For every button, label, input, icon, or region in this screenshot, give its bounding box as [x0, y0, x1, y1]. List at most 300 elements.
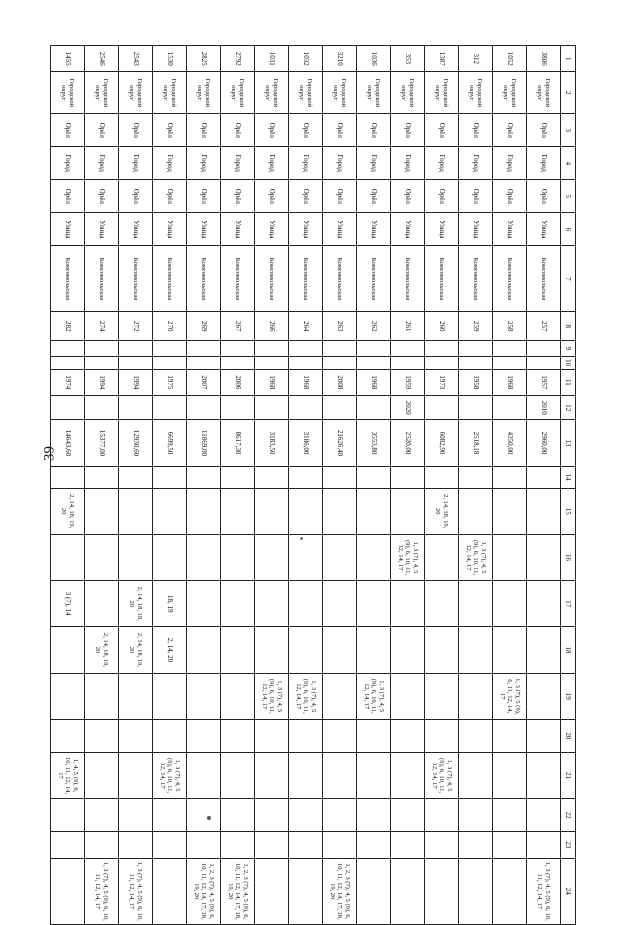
table-cell — [221, 799, 255, 832]
table-cell: Орёл — [425, 114, 459, 147]
table-cell: 3210 — [323, 46, 357, 72]
table-cell: 263 — [323, 312, 357, 341]
table-cell: Улица — [391, 213, 425, 246]
table-cell: 1036 — [357, 46, 391, 72]
table-cell: 6082,90 — [425, 420, 459, 466]
table-cell — [323, 581, 357, 627]
table-cell — [289, 396, 323, 420]
table-cell — [425, 581, 459, 627]
table-cell: 2, 14, 18, 19, 20 — [425, 488, 459, 534]
table-cell: 11869,00 — [187, 420, 221, 466]
table-cell: Улица — [119, 213, 153, 246]
table-cell — [221, 832, 255, 858]
table-cell: 2010 — [527, 396, 561, 420]
table-cell — [85, 673, 119, 719]
table-cell — [51, 799, 85, 832]
table-cell: 1994 — [119, 369, 153, 395]
table-cell — [357, 832, 391, 858]
table-row — [153, 46, 187, 925]
table-cell — [527, 341, 561, 356]
table-row — [85, 46, 119, 925]
table-cell — [119, 341, 153, 356]
table-cell: Улица — [187, 213, 221, 246]
table-cell: 2960,00 — [527, 420, 561, 466]
table-cell — [153, 341, 187, 356]
table-cell: 1968 — [255, 369, 289, 395]
table-cell — [425, 858, 459, 924]
register-table — [50, 45, 576, 925]
table-cell — [459, 396, 493, 420]
table-cell: Городской округ — [357, 72, 391, 114]
table-cell: Улица — [51, 213, 85, 246]
table-cell — [187, 356, 221, 369]
table-cell: Комсомольская — [153, 246, 187, 312]
table-cell — [493, 752, 527, 798]
table-cell: 2006 — [221, 369, 255, 395]
table-cell: Комсомольская — [323, 246, 357, 312]
table-cell: Улица — [153, 213, 187, 246]
column-header: 16 — [561, 534, 576, 580]
table-cell — [51, 396, 85, 420]
table-cell: Орёл — [85, 180, 119, 213]
table-cell — [459, 858, 493, 924]
table-cell — [425, 719, 459, 752]
table-cell — [323, 673, 357, 719]
table-cell: 1387 — [425, 46, 459, 72]
table-cell: 1, 2, 3 (7), 4, 5 (9), 6, 10, 11, 12, 14, 17, 18, 19, 20 — [221, 858, 255, 924]
column-header: 12 — [561, 396, 576, 420]
table-cell: Улица — [425, 213, 459, 246]
table-cell — [289, 466, 323, 488]
table-cell — [323, 488, 357, 534]
table-cell: 1052 — [493, 46, 527, 72]
table-cell: Городской округ — [221, 72, 255, 114]
table-cell: Орёл — [459, 114, 493, 147]
table-cell — [357, 341, 391, 356]
table-cell — [255, 488, 289, 534]
column-header: 24 — [561, 858, 576, 924]
column-header: 20 — [561, 719, 576, 752]
column-header: 22 — [561, 799, 576, 832]
table-row — [221, 46, 255, 925]
table-cell — [119, 488, 153, 534]
table-cell: Комсомольская — [425, 246, 459, 312]
table-cell — [391, 581, 425, 627]
table-cell: 1530 — [153, 46, 187, 72]
table-cell — [51, 832, 85, 858]
table-cell: 2518,18 — [459, 420, 493, 466]
table-cell: Орёл — [527, 180, 561, 213]
table-cell: 1975 — [153, 369, 187, 395]
table-cell: Комсомольская — [493, 246, 527, 312]
table-cell — [357, 752, 391, 798]
table-cell: 3186,00 — [289, 420, 323, 466]
table-cell: Орёл — [357, 114, 391, 147]
table-cell: Город — [119, 147, 153, 180]
table-cell — [255, 752, 289, 798]
table-cell: 2520,00 — [391, 420, 425, 466]
table-cell: 2, 14, 18, 19, 20 — [119, 581, 153, 627]
table-cell: Орёл — [289, 180, 323, 213]
table-cell: 1, 2, 3 (7), 4, 5 (9), 6, 10, 11, 12, 14, 17, 18, 19, 20 — [187, 858, 221, 924]
table-cell — [323, 396, 357, 420]
table-cell: Городской округ — [425, 72, 459, 114]
table-cell — [221, 488, 255, 534]
table-cell — [527, 627, 561, 673]
table-cell — [357, 581, 391, 627]
table-cell — [493, 799, 527, 832]
table-cell: Городской округ — [391, 72, 425, 114]
table-cell: 12930,60 — [119, 420, 153, 466]
table-cell — [187, 341, 221, 356]
table-cell: 1973 — [425, 369, 459, 395]
table-cell — [391, 799, 425, 832]
table-cell — [119, 673, 153, 719]
table-cell — [85, 832, 119, 858]
column-header: 10 — [561, 356, 576, 369]
table-cell: Комсомольская — [51, 246, 85, 312]
table-cell — [323, 627, 357, 673]
table-cell: 1968 — [493, 369, 527, 395]
table-cell — [187, 466, 221, 488]
table-row — [493, 46, 527, 925]
table-cell — [119, 799, 153, 832]
table-cell — [187, 396, 221, 420]
table-row — [323, 46, 357, 925]
table-cell — [153, 466, 187, 488]
table-cell: Комсомольская — [357, 246, 391, 312]
table-row — [119, 46, 153, 925]
page-number: 39 — [41, 446, 58, 461]
table-cell — [51, 466, 85, 488]
table-cell — [153, 832, 187, 858]
table-cell — [323, 719, 357, 752]
table-cell: 274 — [85, 312, 119, 341]
table-cell: Городской округ — [187, 72, 221, 114]
table-cell: 2, 14, 18, 19, 20 — [119, 627, 153, 673]
table-cell — [255, 719, 289, 752]
column-header: 17 — [561, 581, 576, 627]
table-cell: 1031 — [255, 46, 289, 72]
table-cell — [425, 356, 459, 369]
table-cell: Орёл — [425, 180, 459, 213]
table-cell: Город — [51, 147, 85, 180]
table-cell: 2, 14, 18, 19, 20 — [85, 627, 119, 673]
table-cell — [85, 534, 119, 580]
table-cell — [255, 396, 289, 420]
table-cell: 1968 — [357, 369, 391, 395]
table-cell — [527, 488, 561, 534]
table-cell — [425, 799, 459, 832]
table-cell — [391, 858, 425, 924]
table-cell — [459, 673, 493, 719]
table-cell — [153, 799, 187, 832]
table-cell: Город — [289, 147, 323, 180]
table-cell — [221, 719, 255, 752]
table-cell — [323, 799, 357, 832]
table-cell: 1958 — [459, 369, 493, 395]
table-cell — [85, 466, 119, 488]
table-cell: Городской округ — [289, 72, 323, 114]
table-cell: Комсомольская — [119, 246, 153, 312]
table-cell: Комсомольская — [527, 246, 561, 312]
table-cell — [289, 719, 323, 752]
table-cell — [323, 356, 357, 369]
table-cell: Орёл — [51, 180, 85, 213]
table-cell: 264 — [289, 312, 323, 341]
table-cell: Улица — [459, 213, 493, 246]
column-header: 7 — [561, 246, 576, 312]
table-cell: 1, 2, 3 (7), 4, 5 (9), 6, 10, 11, 12, 14, 17, 18, 19, 20 — [323, 858, 357, 924]
table-cell — [289, 341, 323, 356]
table-cell: 6699,50 — [153, 420, 187, 466]
table-cell: 312 — [459, 46, 493, 72]
table-cell — [255, 466, 289, 488]
table-cell: Городской округ — [119, 72, 153, 114]
table-cell — [459, 581, 493, 627]
table-cell: Город — [221, 147, 255, 180]
table-cell: 1, 3 (7), 4, 5 (9), 6, 10, 11, 12, 14, 17 — [425, 752, 459, 798]
table-cell — [323, 534, 357, 580]
table-cell: 353 — [391, 46, 425, 72]
table-cell — [391, 627, 425, 673]
table-cell: Городской округ — [527, 72, 561, 114]
table-cell: Орёл — [187, 114, 221, 147]
table-cell — [255, 581, 289, 627]
table-cell: 2546 — [85, 46, 119, 72]
table-cell — [527, 534, 561, 580]
table-cell — [493, 719, 527, 752]
table-cell — [391, 752, 425, 798]
table-cell — [51, 858, 85, 924]
table-cell: Городской округ — [493, 72, 527, 114]
table-cell — [493, 488, 527, 534]
table-cell: Город — [391, 147, 425, 180]
table-cell: 272 — [119, 312, 153, 341]
table-cell — [187, 581, 221, 627]
table-cell: 1032 — [289, 46, 323, 72]
table-cell — [255, 858, 289, 924]
table-cell — [323, 341, 357, 356]
table-cell: Город — [459, 147, 493, 180]
table-cell: 2543 — [119, 46, 153, 72]
table-cell — [153, 858, 187, 924]
table-cell: 1, 3 (7), 4, 5 (9), 6, 10, 11, 12, 14, 17 — [391, 534, 425, 580]
table-cell — [391, 719, 425, 752]
table-cell — [527, 752, 561, 798]
table-cell: 1, 3 (7), 4, 5 (9), 6, 10, 11, 12, 14, 17 — [153, 752, 187, 798]
table-cell: Городской округ — [255, 72, 289, 114]
table-cell — [221, 581, 255, 627]
table-cell — [255, 341, 289, 356]
table-cell: Комсомольская — [391, 246, 425, 312]
table-cell: Городской округ — [51, 72, 85, 114]
column-header: 23 — [561, 832, 576, 858]
table-cell: 18, 19 — [153, 581, 187, 627]
table-cell — [289, 356, 323, 369]
table-cell: 3 (7), 14 — [51, 581, 85, 627]
table-cell — [357, 627, 391, 673]
table-cell: 262 — [357, 312, 391, 341]
table-cell — [357, 858, 391, 924]
column-header: 5 — [561, 180, 576, 213]
table-cell: 21626,40 — [323, 420, 357, 466]
column-header: 11 — [561, 369, 576, 395]
table-cell — [357, 396, 391, 420]
table-cell — [153, 719, 187, 752]
table-cell: 1968 — [289, 369, 323, 395]
table-cell: Городской округ — [323, 72, 357, 114]
table-cell — [323, 832, 357, 858]
table-cell — [425, 627, 459, 673]
table-cell: 2, 14, 20 — [153, 627, 187, 673]
table-cell: Город — [85, 147, 119, 180]
table-cell — [289, 799, 323, 832]
table-cell — [221, 341, 255, 356]
table-cell: Комсомольская — [459, 246, 493, 312]
table-cell: Комсомольская — [255, 246, 289, 312]
table-cell — [85, 396, 119, 420]
column-header: 1 — [561, 46, 576, 72]
table-cell — [255, 799, 289, 832]
table-cell — [187, 719, 221, 752]
table-cell: Улица — [323, 213, 357, 246]
table-cell: Городской округ — [459, 72, 493, 114]
table-cell: 261 — [391, 312, 425, 341]
table-cell — [221, 396, 255, 420]
column-header: 14 — [561, 466, 576, 488]
table-cell — [289, 858, 323, 924]
table-cell: Улица — [357, 213, 391, 246]
table-cell — [153, 396, 187, 420]
table-cell: Город — [527, 147, 561, 180]
table-cell — [153, 488, 187, 534]
table-cell: 1959 — [391, 369, 425, 395]
table-cell — [187, 673, 221, 719]
table-cell: 4350,00 — [493, 420, 527, 466]
table-cell: 2792 — [221, 46, 255, 72]
table-cell — [51, 627, 85, 673]
table-cell — [289, 752, 323, 798]
table-cell — [51, 534, 85, 580]
table-row — [425, 46, 459, 925]
table-cell — [289, 534, 323, 580]
table-cell: 282 — [51, 312, 85, 341]
column-header: 13 — [561, 420, 576, 466]
column-header: 18 — [561, 627, 576, 673]
table-cell: 2008 — [323, 369, 357, 395]
table-cell: 258 — [493, 312, 527, 341]
table-cell — [51, 341, 85, 356]
table-cell — [153, 356, 187, 369]
table-cell — [51, 356, 85, 369]
table-cell: 1, 3 (7), 5 (9), 6, 11, 12, 14, 17 — [493, 673, 527, 719]
table-cell: Город — [255, 147, 289, 180]
table-cell: Комсомольская — [221, 246, 255, 312]
table-cell: 259 — [459, 312, 493, 341]
table-cell — [187, 799, 221, 832]
table-cell — [187, 488, 221, 534]
table-cell — [119, 832, 153, 858]
table-cell — [527, 356, 561, 369]
table-cell: 2, 14, 18, 19, 20 — [51, 488, 85, 534]
table-cell — [153, 673, 187, 719]
table-cell — [255, 627, 289, 673]
table-cell — [357, 466, 391, 488]
table-cell — [425, 341, 459, 356]
table-cell — [85, 488, 119, 534]
table-cell — [459, 466, 493, 488]
table-cell: 3183,50 — [255, 420, 289, 466]
table-cell — [289, 488, 323, 534]
table-cell — [255, 534, 289, 580]
table-cell: 1, 3 (7), 4, 5 (9), 6, 10, 11, 12, 14, 17 — [527, 858, 561, 924]
table-cell — [85, 719, 119, 752]
table-cell: Орёл — [289, 114, 323, 147]
table-cell — [187, 534, 221, 580]
table-cell — [289, 581, 323, 627]
table-cell: 260 — [425, 312, 459, 341]
table-cell: Орёл — [357, 180, 391, 213]
table-cell — [51, 673, 85, 719]
table-cell — [425, 466, 459, 488]
table-cell — [357, 719, 391, 752]
table-cell: Город — [153, 147, 187, 180]
table-cell — [527, 832, 561, 858]
table-row — [459, 46, 493, 925]
table-cell — [119, 466, 153, 488]
table-cell — [119, 534, 153, 580]
table-cell — [187, 832, 221, 858]
table-cell — [459, 832, 493, 858]
table-cell — [425, 832, 459, 858]
table-cell — [493, 534, 527, 580]
table-cell: Орёл — [187, 180, 221, 213]
table-cell: Улица — [289, 213, 323, 246]
table-row — [527, 46, 561, 925]
table-cell — [459, 799, 493, 832]
table-cell: Орёл — [255, 180, 289, 213]
table-cell: 1, 3 (7), 4, 5 (9), 6, 10, 11, 12, 14, 17 — [459, 534, 493, 580]
table-cell: 3806 — [527, 46, 561, 72]
table-cell: Орёл — [493, 180, 527, 213]
table-cell: 1, 3 (7), 4, 5 (9), 6, 10, 11, 12, 14, 17 — [119, 858, 153, 924]
column-header: 19 — [561, 673, 576, 719]
table-cell — [357, 534, 391, 580]
table-cell: 269 — [187, 312, 221, 341]
table-cell — [221, 673, 255, 719]
table-cell: Орёл — [153, 180, 187, 213]
table-cell — [391, 466, 425, 488]
table-row — [391, 46, 425, 925]
table-cell — [493, 627, 527, 673]
column-header: 3 — [561, 114, 576, 147]
table-cell — [221, 627, 255, 673]
table-cell: 1957 — [527, 369, 561, 395]
table-cell: 1455 — [51, 46, 85, 72]
table-cell — [357, 488, 391, 534]
table-cell: Орёл — [119, 114, 153, 147]
table-cell: 1994 — [85, 369, 119, 395]
table-cell: Орёл — [153, 114, 187, 147]
table-cell — [323, 752, 357, 798]
table-cell: Орёл — [323, 180, 357, 213]
table-cell: Городской округ — [85, 72, 119, 114]
table-cell — [255, 832, 289, 858]
table-cell — [425, 534, 459, 580]
table-cell — [289, 832, 323, 858]
table-cell — [459, 356, 493, 369]
